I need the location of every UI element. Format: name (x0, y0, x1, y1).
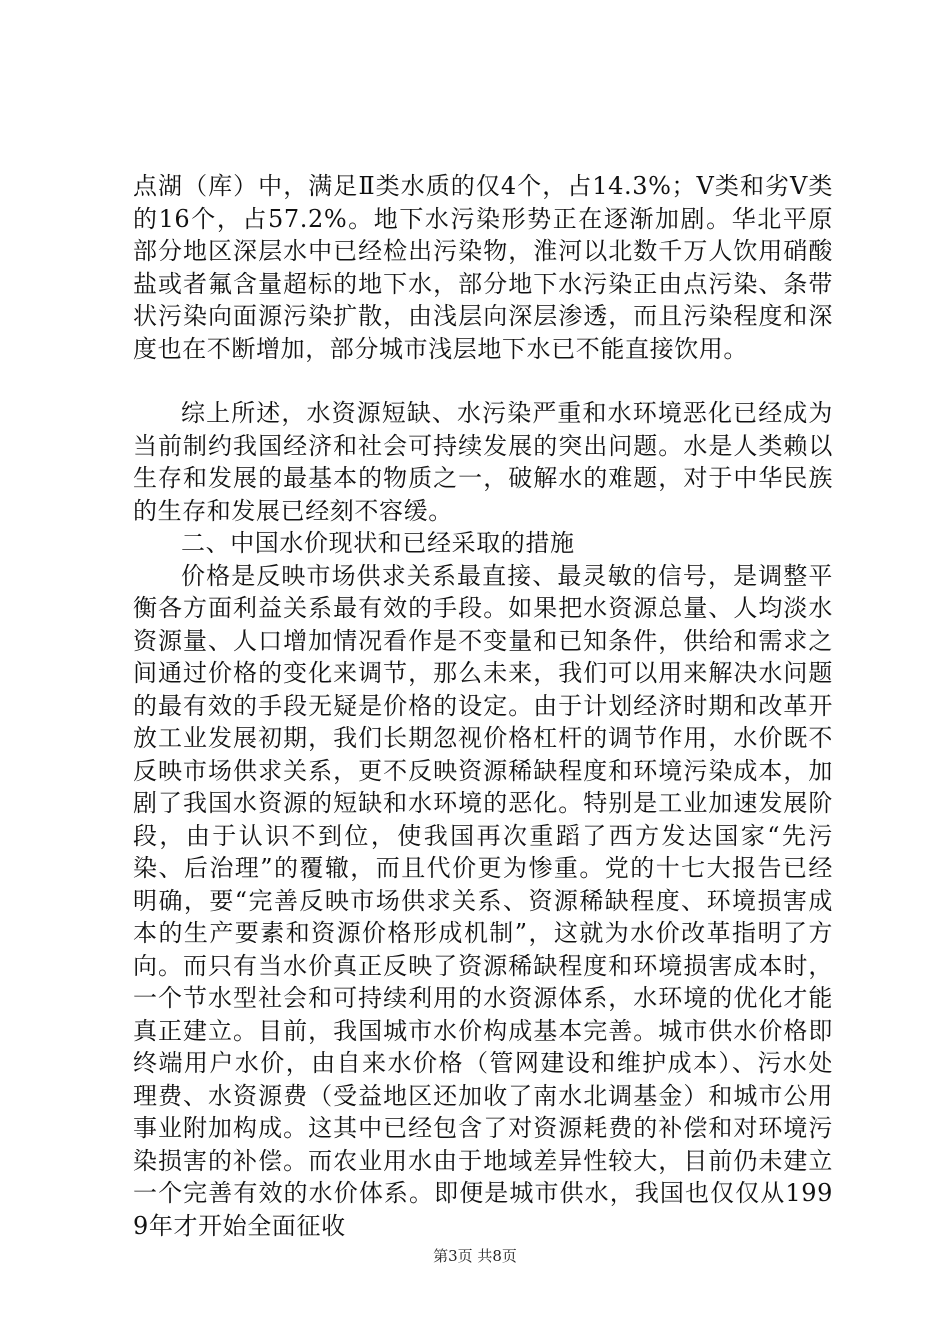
page-number-footer: 第3页 共8页 (433, 1247, 517, 1265)
paragraph-summary: 综上所述，水资源短缺、水污染严重和水环境恶化已经成为当前制约我国经济和社会可持续发展的突出问题。水是人类赖以生存和发展的最基本的物质之一，破解水的难题，对于中华民族的生存和发展已经刻不容缓。 (133, 399, 833, 525)
document-body (133, 170, 833, 1242)
paragraph-water-pollution: 点湖（库）中，满足Ⅱ类水质的仅4个，占14.3%；Ⅴ类和劣Ⅴ类的16个，占57.2%。地下水污染形势正在逐渐加剧。华北平原部分地区深层水中已经检出污染物，淮河以北数千万人饮用硝酸盐或者氟含量超标的地下水，部分地下水污染正由点污染、条带状污染向面源污染扩散，由浅层向深层渗透，而且污染程度和深度也在不断增加，部分城市浅层地下水已不能直接饮用。 (133, 172, 833, 363)
section-heading: 二、中国水价现状和已经采取的措施 (181, 529, 575, 557)
paragraph-water-price: 价格是反映市场供求关系最直接、最灵敏的信号，是调整平衡各方面利益关系最有效的手段。如果把水资源总量、人均淡水资源量、人口增加情况看作是不变量和已知条件，供给和需求之间通过价格的变化来调节，那么未来，我们可以用来解决水问题的最有效的手段无疑是价格的设定。由于计划经济时期和改革开放工业发展初期，我们长期忽视价格杠杆的调节作用，水价既不反映市场供求关系，更不反映资源稀缺程度和环境污染成本，加剧了我国水资源的短缺和水环境的恶化。特别是工业加速发展阶段，由于认识不到位，使我国再次重蹈了西方发达国家“先污染、后治理”的覆辙，而且代价更为惨重。党的十七大报告已经明确，要“完善反映市场供求关系、资源稀缺程度、环境损害成本的生产要素和资源价格形成机制”，这就为水价改革指明了方向。而只有当水价真正反映了资源稀缺程度和环境损害成本时，一个节水型社会和可持续利用的水资源体系，水环境的优化才能真正建立。目前，我国城市水价构成基本完善。城市供水价格即终端用户水价，由自来水价格（管网建设和维护成本）、污水处理费、水资源费（受益地区还加收了南水北调基金）和城市公用事业附加构成。这其中已经包含了对资源耗费的补偿和对环境污染损害的补偿。而农业用水由于地域差异性较大，目前仍未建立一个完善有效的水价体系。即便是城市供水，我国也仅仅从1999年才开始全面征收 (133, 561, 833, 1240)
